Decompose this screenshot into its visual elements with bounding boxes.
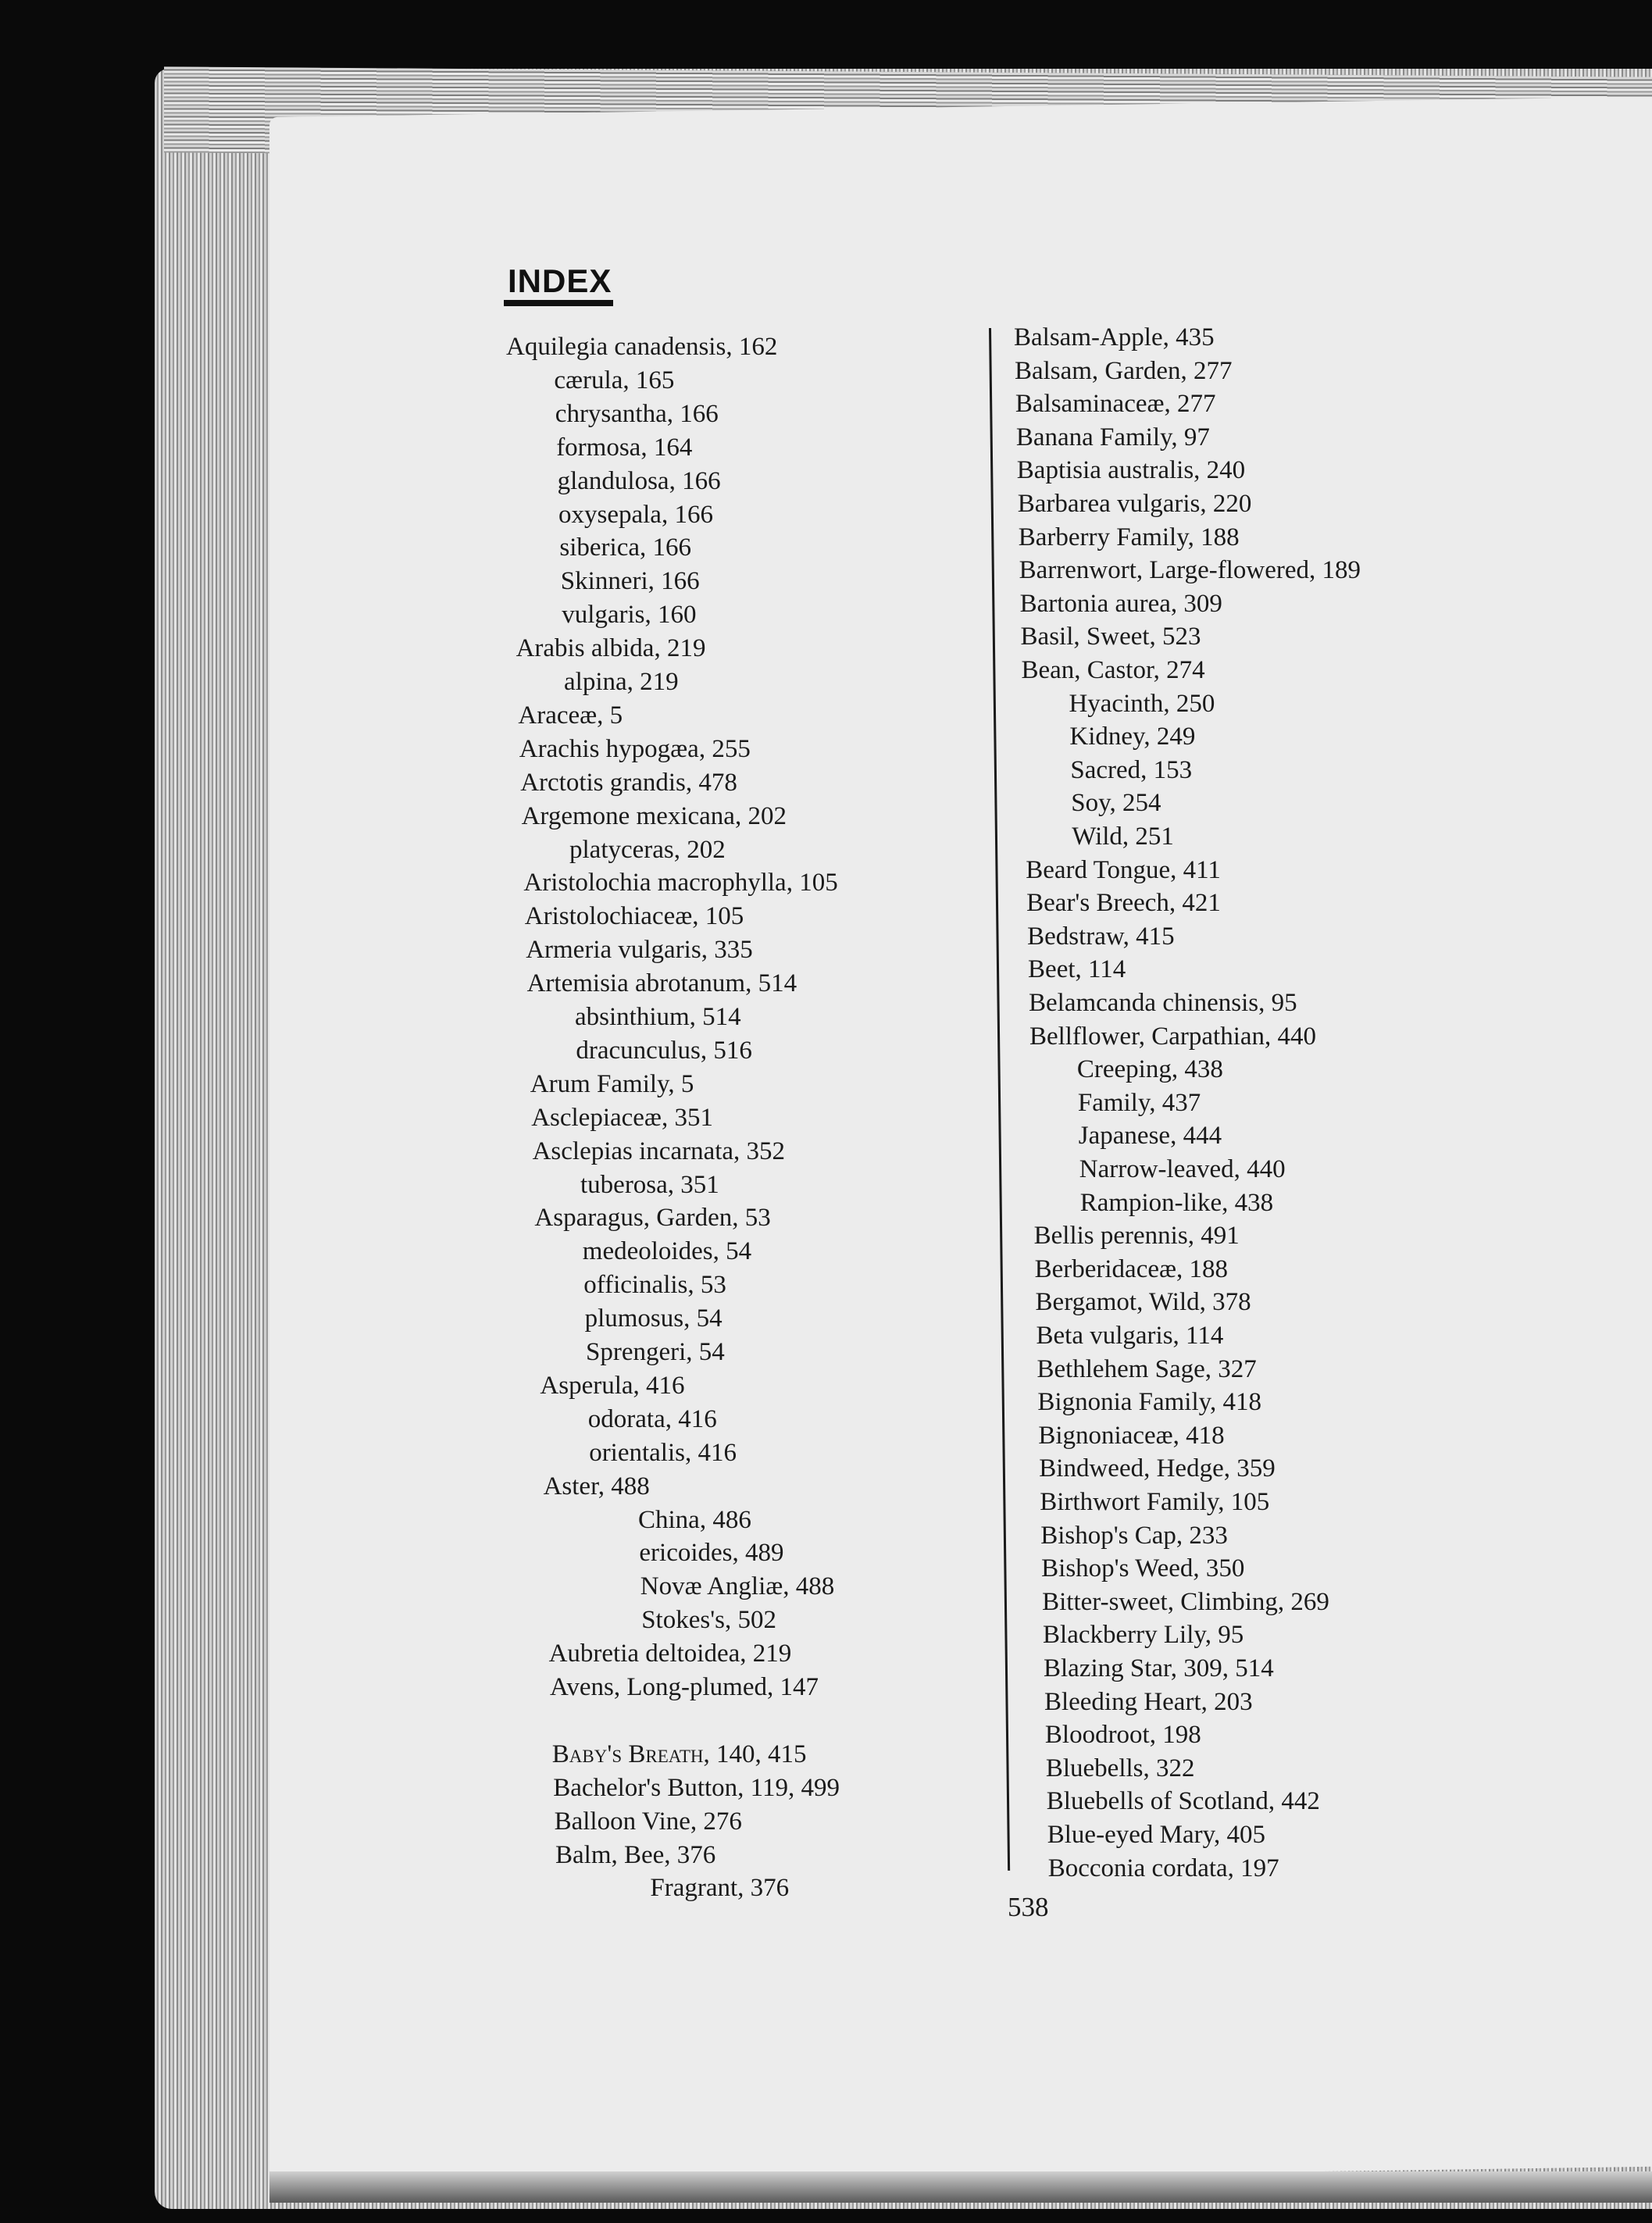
- index-entry: Beta vulgaris, 114: [1036, 1322, 1224, 1350]
- index-entry: Armeria vulgaris, 335: [526, 936, 753, 965]
- index-entry: Berberidaceæ, 188: [1034, 1254, 1228, 1283]
- index-entry: Bitter-sweet, Climbing, 269: [1042, 1587, 1329, 1616]
- index-entry: odorata, 416: [587, 1404, 717, 1433]
- index-entry: siberica, 166: [559, 533, 691, 562]
- index-entry: Blazing Star, 309, 514: [1044, 1654, 1274, 1682]
- book-page: [269, 97, 1652, 2187]
- index-entry: Baby's Breath, 140, 415: [551, 1740, 807, 1768]
- index-entry: plumosus, 54: [584, 1304, 723, 1333]
- index-entry: Bachelor's Button, 119, 499: [553, 1773, 840, 1802]
- index-entry: Asclepias incarnata, 352: [532, 1136, 786, 1165]
- index-entry: Arctotis grandis, 478: [520, 768, 737, 797]
- index-entry: Bluebells of Scotland, 442: [1046, 1787, 1320, 1816]
- index-entry: chrysantha, 166: [555, 399, 719, 428]
- index-entry: Narrow-leaved, 440: [1079, 1155, 1286, 1183]
- index-entry: Aubretia deltoidea, 219: [548, 1640, 792, 1668]
- index-entry: Kidney, 249: [1069, 723, 1196, 751]
- index-entry: Sprengeri, 54: [586, 1338, 725, 1366]
- index-entry: Bedstraw, 415: [1027, 922, 1175, 951]
- index-entry: Basil, Sweet, 523: [1020, 623, 1201, 651]
- index-entry: Bishop's Weed, 350: [1041, 1554, 1245, 1583]
- index-entry: Barberry Family, 188: [1018, 523, 1240, 551]
- index-entry: glandulosa, 166: [557, 466, 721, 495]
- index-entry: Balsaminaceæ, 277: [1015, 390, 1216, 419]
- index-entry: Arum Family, 5: [530, 1069, 694, 1098]
- index-entry: Balm, Bee, 376: [555, 1840, 716, 1869]
- index-entry: Family, 437: [1077, 1088, 1201, 1117]
- index-entry: Araceæ, 5: [518, 701, 623, 730]
- index-entry: Artemisia abrotanum, 514: [526, 969, 797, 998]
- index-entry: Arabis albida, 219: [516, 634, 706, 663]
- index-entry: Barbarea vulgaris, 220: [1017, 490, 1252, 518]
- index-entry: ericoides, 489: [639, 1539, 784, 1568]
- index-entry: Fragrant, 376: [650, 1874, 790, 1903]
- index-entry: China, 486: [638, 1505, 751, 1534]
- index-entry: Barrenwort, Large-flowered, 189: [1019, 556, 1361, 585]
- index-entry: Aster, 488: [543, 1472, 650, 1500]
- index-entry: Bean, Castor, 274: [1021, 656, 1205, 684]
- index-entry: Blackberry Lily, 95: [1043, 1621, 1244, 1650]
- index-entry: Bergamot, Wild, 378: [1035, 1288, 1251, 1317]
- index-entry: Asclepiaceæ, 351: [531, 1103, 713, 1132]
- index-entry: Beet, 114: [1028, 955, 1126, 984]
- index-entry: alpina, 219: [564, 668, 679, 696]
- index-entry: Aristolochia macrophylla, 105: [523, 869, 838, 897]
- index-entry: Bignoniaceæ, 418: [1038, 1421, 1225, 1450]
- index-entry: Rampion-like, 438: [1079, 1188, 1274, 1217]
- index-entry: Creeping, 438: [1076, 1055, 1223, 1084]
- index-entry: Soy, 254: [1071, 789, 1161, 818]
- page-bottom-shadow: [269, 2171, 1652, 2203]
- index-entry: Bellis perennis, 491: [1033, 1222, 1240, 1251]
- index-entry: Bartonia aurea, 309: [1019, 589, 1222, 618]
- index-entry: Beard Tongue, 411: [1026, 855, 1221, 884]
- index-entry: Bocconia cordata, 197: [1047, 1854, 1279, 1882]
- index-entry: medeoloides, 54: [582, 1237, 752, 1266]
- index-entry: Banana Family, 97: [1015, 423, 1210, 451]
- heading-underline: [504, 300, 613, 306]
- index-entry: Blue-eyed Mary, 405: [1047, 1821, 1265, 1849]
- index-entry: Asparagus, Garden, 53: [534, 1204, 771, 1233]
- index-entry: Bindweed, Hedge, 359: [1039, 1454, 1276, 1483]
- index-entry: vulgaris, 160: [562, 601, 697, 630]
- index-entry: Baptisia australis, 240: [1016, 456, 1246, 485]
- index-entry: Wild, 251: [1072, 822, 1174, 851]
- index-entry: Balsam, Garden, 277: [1014, 356, 1233, 385]
- index-entry: Bleeding Heart, 203: [1044, 1687, 1253, 1716]
- index-entry: platyceras, 202: [569, 835, 726, 864]
- index-entry: Bellflower, Carpathian, 440: [1029, 1022, 1317, 1051]
- index-entry: Birthwort Family, 105: [1040, 1488, 1270, 1516]
- index-entry: Aristolochiaceæ, 105: [524, 902, 744, 931]
- index-entry: Bloodroot, 198: [1044, 1721, 1201, 1750]
- index-entry: Hyacinth, 250: [1069, 689, 1215, 718]
- index-entry: oxysepala, 166: [558, 500, 713, 529]
- index-entry: cærula, 165: [554, 366, 675, 394]
- index-entry: Balsam-Apple, 435: [1014, 323, 1215, 351]
- index-entry: Stokes's, 502: [641, 1606, 776, 1635]
- index-entry: Bluebells, 322: [1045, 1754, 1195, 1782]
- index-entry: Bishop's Cap, 233: [1040, 1521, 1228, 1550]
- index-heading: INDEX: [508, 262, 612, 299]
- index-entry: Novæ Angliæ, 488: [640, 1572, 835, 1601]
- index-entry: tuberosa, 351: [580, 1170, 719, 1199]
- index-entry: Balloon Vine, 276: [554, 1807, 742, 1836]
- index-entry: officinalis, 53: [583, 1271, 726, 1300]
- index-entry: Asperula, 416: [540, 1371, 685, 1400]
- index-entry: Bignonia Family, 418: [1037, 1388, 1261, 1417]
- index-entry: Skinneri, 166: [560, 567, 700, 596]
- page-number: 538: [1008, 1892, 1049, 1922]
- index-entry: Belamcanda chinensis, 95: [1029, 989, 1297, 1017]
- index-entry: Bear's Breech, 421: [1026, 889, 1221, 918]
- index-entry: formosa, 164: [556, 433, 693, 462]
- index-entry: Bethlehem Sage, 327: [1037, 1354, 1257, 1383]
- index-entry: orientalis, 416: [589, 1438, 737, 1467]
- index-entry: Avens, Long-plumed, 147: [550, 1673, 819, 1701]
- index-entry: absinthium, 514: [575, 1003, 741, 1031]
- index-entry: Sacred, 153: [1070, 755, 1193, 784]
- index-entry: Aquilegia canadensis, 162: [506, 333, 778, 361]
- index-entry: dracunculus, 516: [576, 1036, 752, 1065]
- index-entry: Arachis hypogæa, 255: [519, 734, 751, 763]
- index-entry: Argemone mexicana, 202: [521, 801, 787, 830]
- index-entry: Japanese, 444: [1078, 1122, 1222, 1151]
